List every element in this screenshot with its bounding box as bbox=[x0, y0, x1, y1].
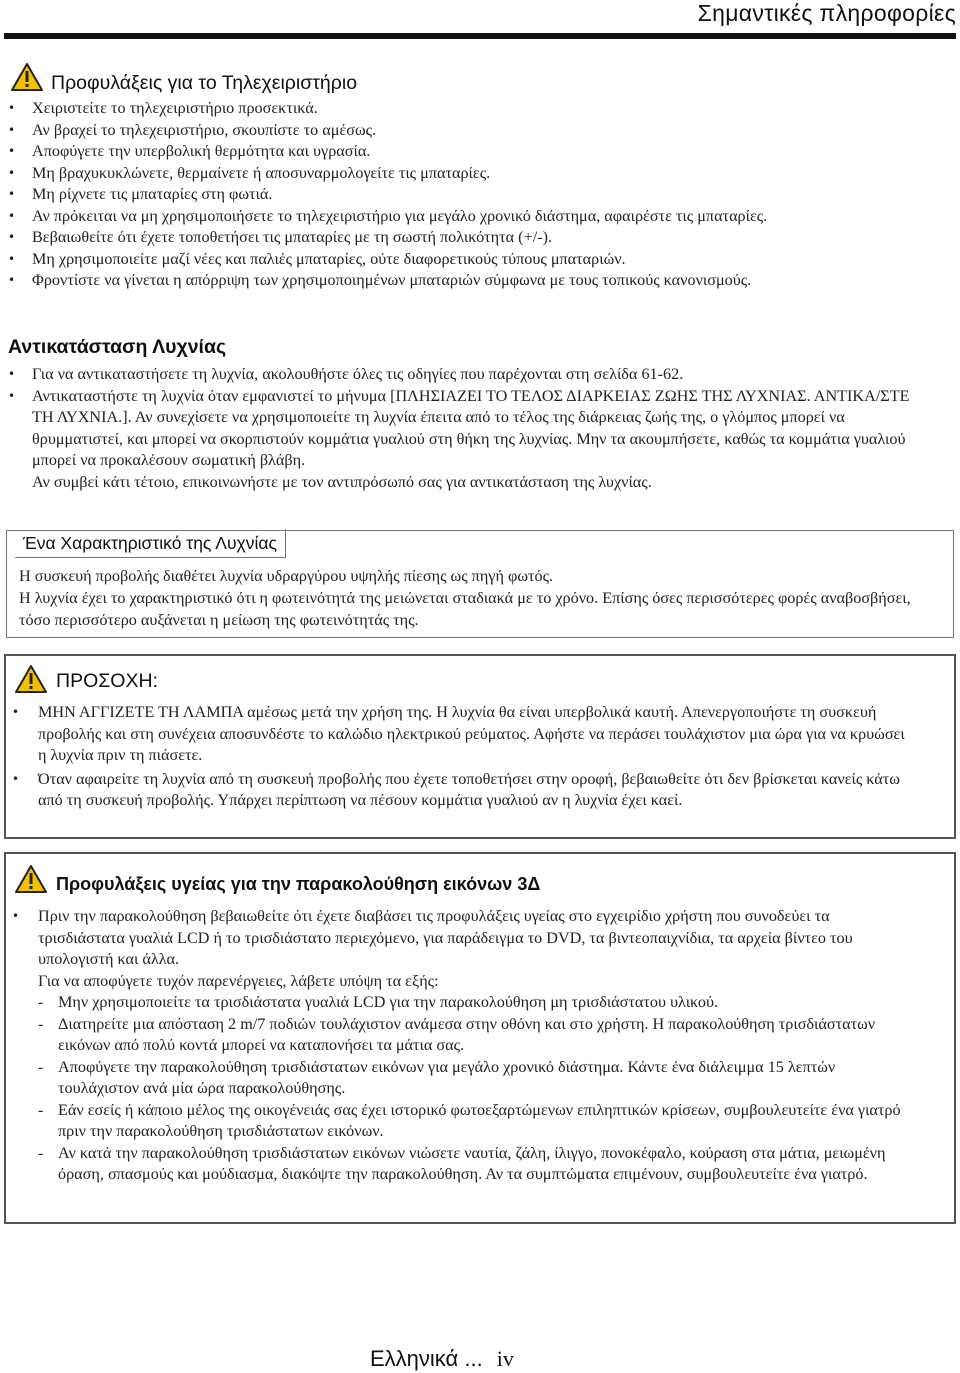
caution-list bbox=[10, 702, 910, 812]
list-item: - Αν κατά την παρακολούθηση τρισδιάστατων εικόνων νιώσετε ναυτία, ζάλη, ίλιγγο, πονοκέφαλο, κούραση στα μάτια, μειωμένη όραση, σπασμούς και μούδιασμα, διακόψτε την παρακολούθηση. Αν τα συμπτώματα επιμένουν, συμβουλευτείτε ένα γιατρό. bbox=[38, 1143, 886, 1183]
list-item: - Διατηρείτε μια απόσταση 2 m/7 ποδιών τουλάχιστον ανάμεσα στην οθόνη και στο χρήστη. Η παρακολούθηση τρισδιάστατων εικόνων από πολύ κοντά μπορεί να καταπονήσει τα μάτια σας. bbox=[38, 1014, 876, 1054]
list-item: • Αν πρόκειται να μη χρησιμοποιήσετε το τηλεχειριστήριο για μεγάλο χρονικό διάστημα, αφαιρέστε τις μπαταρίες. bbox=[8, 206, 768, 225]
remote-precautions-title: Προφυλάξεις για το Τηλεχειριστήριο bbox=[51, 72, 358, 94]
health-intro: • Πριν την παρακολούθηση βεβαιωθείτε ότι έχετε διαβάσει τις προφυλάξεις υγείας στο εγχειρίδιο χρήστη που συνοδεύει τα τρισδιάστατα γυαλιά LCD ή το τρισδιάστατο περιεχόμενο, για παράδειγμα το DVD, τα βιντεοπαιχνίδια, τα αρχεία βίντεο του υπολογιστή και άλλα. bbox=[12, 907, 853, 968]
list-item: Αν συμβεί κάτι τέτοιο, επικοινωνήστε με τον αντιπρόσωπό σας για αντικατάσταση της λυχνίας. bbox=[32, 472, 652, 491]
lamp-characteristic-text-1: Η συσκευή προβολής διαθέτει λυχνία υδραργύρου υψηλής πίεσης ως πηγή φωτός. bbox=[19, 567, 554, 585]
list-item: • Μη χρησιμοποιείτε μαζί νέες και παλιές μπαταρίες, ούτε διαφορετικούς τύπους μπαταριών. bbox=[8, 249, 626, 268]
list-item: - Μην χρησιμοποιείτε τα τρισδιάστατα γυαλιά LCD για την παρακολούθηση μη τρισδιάστατου υλικού. bbox=[38, 993, 719, 1011]
list-item: • Αποφύγετε την υπερβολική θερμότητα και υγρασία. bbox=[8, 142, 371, 160]
health-3d-title: Προφυλάξεις υγείας για την παρακολούθηση εικόνων 3Δ bbox=[56, 874, 541, 894]
health-3d-content bbox=[10, 906, 920, 1186]
list-item: • ΜΗΝ ΑΓΓΙΖΕΤΕ ΤΗ ΛΑΜΠΑ αμέσως μετά την χρήση της. Η λυχνία θα είναι υπερβολικά καυτή. Απενεργοποιήστε τη συσκευή προβολής και στη συνέχεια αποσυνδέστε το καλώδιο ηλεκτρικού ρεύματος. Αφήστε να περάσει τουλάχιστον μια ώρα για να κρυώσει η λυχνία πριν τη πιάσετε. bbox=[12, 703, 905, 764]
list-item: • Χειριστείτε το τηλεχειριστήριο προσεκτικά. bbox=[8, 99, 318, 117]
list-item: • Φροντίστε να γίνεται η απόρριψη των χρησιμοποιημένων μπαταριών σύμφωνα με τους τοπικούς κανονισμούς. bbox=[8, 271, 752, 289]
lamp-replacement-list bbox=[4, 364, 934, 493]
list-item: • Για να αντικαταστήσετε τη λυχνία, ακολουθήστε όλες τις οδηγίες που παρέχονται στη σελίδα 61-62. bbox=[8, 365, 684, 383]
list-item: • Αντικαταστήστε τη λυχνία όταν εμφανιστεί το μήνυμα [ΠΛΗΣΙΑΖΕΙ ΤΟ ΤΕΛΟΣ ΔΙΑΡΚΕΙΑΣ ΖΩΗΣ ΤΗΣ ΛΥΧΝΙΑΣ. ΑΝΤΙΚΑ/ΣΤΕ ΤΗ ΛΥΧΝΙΑ.]. Αν συνεχίσετε να χρησιμοποιείτε τη λυχνία έπειτα από το τέλος της διάρκειας ζωής της, ο γλόμπος μπορεί να θρυμματιστεί, και μπορεί να σκορπιστούν κομμάτια γυαλιού στη θήκη της λυχνίας. Μην τα ακουμπήσετε, καθώς τα κομμάτια γυαλιού μπορεί να προκαλέσουν σωματική βλάβη. bbox=[8, 386, 910, 469]
remote-precautions-section bbox=[4, 54, 956, 332]
list-item: - Αποφύγετε την παρακολούθηση τρισδιάστατων εικόνων για μεγάλο χρονικό διάστημα. Κάντε ένα διάλειμμα 15 λεπτών τουλάχιστον ανά μία ώρα παρακολούθησης. bbox=[38, 1057, 836, 1097]
lamp-characteristic-title: Ένα Χαρακτηριστικό της Λυχνίας bbox=[15, 529, 286, 558]
warning-triangle-icon bbox=[10, 62, 44, 92]
list-item: • Μη βραχυκυκλώνετε, θερμαίνετε ή αποσυναρμολογείτε τις μπαταρίες. bbox=[8, 163, 491, 182]
page-header-title: Σημαντικές πληροφορίες bbox=[697, 0, 956, 26]
page-footer bbox=[370, 1346, 514, 1372]
list-item: • Όταν αφαιρείτε τη λυχνία από τη συσκευή προβολής που έχετε τοποθετήσει στην οροφή, βεβαιωθείτε ότι δεν βρίσκεται κανείς κάτω από τη συσκευή προβολής. Υπάρχει περίπτωση να πέσουν κομμάτια γυαλιού αν η λυχνία έχει καεί. bbox=[12, 769, 900, 809]
list-item: • Αν βραχεί το τηλεχειριστήριο, σκουπίστε το αμέσως. bbox=[8, 120, 377, 139]
footer-language: Ελληνικά ... bbox=[370, 1346, 483, 1371]
remote-precautions-list bbox=[4, 98, 939, 292]
page-number: iv bbox=[496, 1346, 514, 1371]
list-item: • Βεβαιωθείτε ότι έχετε τοποθετήσει τις μπαταρίες με τη σωστή πολικότητα (+/-). bbox=[8, 228, 553, 246]
warning-triangle-icon bbox=[14, 864, 48, 894]
caution-box bbox=[4, 654, 956, 839]
header-rule bbox=[4, 33, 956, 39]
list-item: - Εάν εσείς ή κάποιο μέλος της οικογένειάς σας έχει ιστορικό φωτοεξαρτώμενων επιληπτικών κρίσεων, συμβουλευτείτε ένα γιατρό πριν την παρακολούθηση τρισδιάστατων εικόνων. bbox=[38, 1100, 901, 1140]
lamp-characteristic-box bbox=[6, 530, 954, 638]
health-3d-box bbox=[4, 852, 956, 1224]
health-lead: Για να αποφύγετε τυχόν παρενέργειες, λάβετε υπόψη τα εξής: bbox=[38, 971, 439, 990]
lamp-replacement-title: Αντικατάσταση Λυχνίας bbox=[8, 336, 227, 358]
caution-title: ΠΡΟΣΟΧΗ: bbox=[56, 670, 158, 692]
warning-triangle-icon bbox=[14, 664, 48, 694]
list-item: • Μη ρίχνετε τις μπαταρίες στη φωτιά. bbox=[8, 185, 273, 203]
lamp-characteristic-text-2: Η λυχνία έχει το χαρακτηριστικό ότι η φωτεινότητά της μειώνεται σταδιακά με το χρόνο. Επίσης όσες περισσότερες φορές αναβοσβήσει, τόσο περισσότερο αυξάνεται η μείωση της φωτεινότητάς της. bbox=[19, 589, 911, 629]
